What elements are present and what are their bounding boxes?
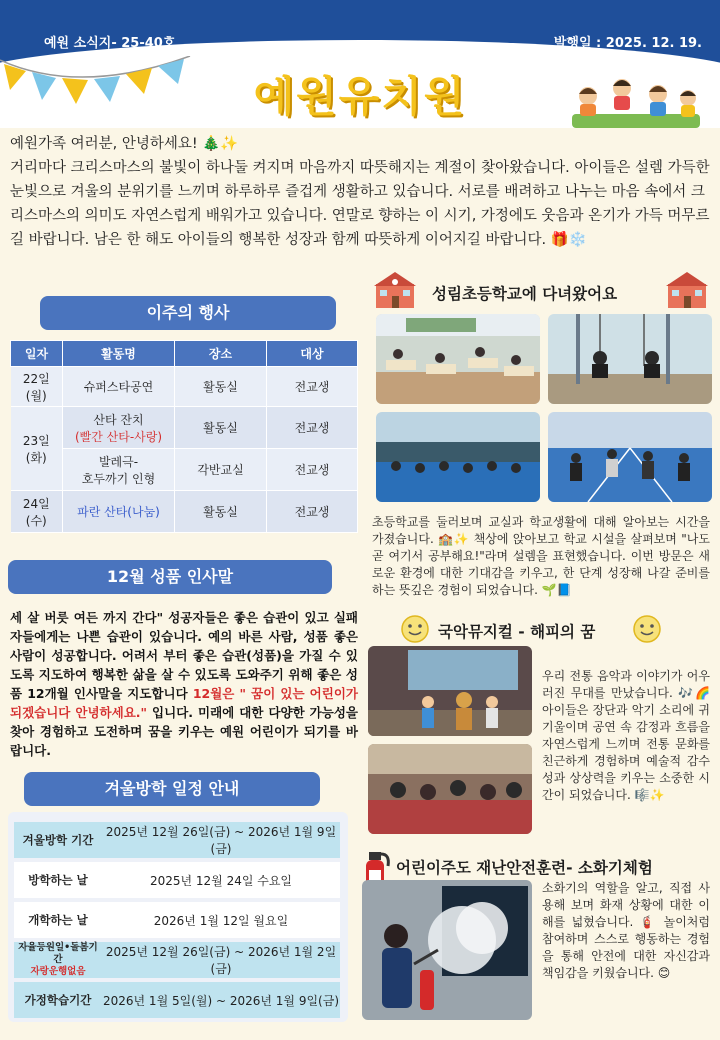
greeting-body: 거리마다 크리스마스의 불빛이 하나둘 켜지며 마음까지 따뜻해지는 계절이 찾아왔습니다. 아이들은 설렘 가득한 눈빛으로 겨울의 분위기를 느끼며 하루하루 즐겁게 생활하고 있습니다. 서로를 배려하고 나누는 마음 속에서 크리스마스의 의미도 자연스럽게 배워가고 있습니다. 연말로 향하는 이 시기, 가정에도 웃음과 온기가 가득 머무르길 바랍니다. 남은 한 해도 아이들의 행복한 성장과 함께 따뜻하게 이어지길 바랍니다. 🎁❄️ [10, 160, 710, 248]
event-place: 활동실 [175, 367, 267, 407]
table-header-row [11, 341, 358, 367]
event-activity [63, 407, 175, 449]
event-activity: 슈퍼스타공연 [63, 367, 175, 407]
event-activity: 파란 산타(나눔) [63, 491, 175, 533]
schedule-label [14, 942, 102, 978]
greeting-salutation: 예원가족 여러분, 안녕하세요! 🎄✨ [10, 136, 239, 152]
issue-number: 예원 소식지- 25-40호 [44, 36, 176, 51]
classroom-photo [376, 314, 540, 404]
event-date: 22일 (월) [11, 367, 63, 407]
event-activity: 발레극- 호두까기 인형 [63, 449, 175, 491]
schedule-label: 겨울방학 기간 [14, 822, 102, 858]
event-date: 23일 (화) [11, 407, 63, 491]
col-place: 장소 [175, 341, 267, 367]
fire-drill-title: 어린이주도 재난안전훈련- 소화기체험 [396, 859, 653, 877]
playground-photo [376, 412, 540, 502]
swing-photo [548, 314, 712, 404]
event-place: 활동실 [175, 407, 267, 449]
weekly-events-title: 이주의 행사 [40, 296, 336, 330]
schedule-label: 가정학습기간 [14, 982, 102, 1018]
fire-drill-text: 소화기의 역할을 알고, 직접 사용해 보며 화재 상황에 대한 이해를 넓혔습니다. 🧯 놀이처럼 참여하며 스스로 행동하는 경험을 통해 안전에 대한 자신감과 책임감을 키웠습니다. 😊 [542, 881, 710, 980]
virtue-text-b: 입니다. 미래에 대한 다양한 가능성을 찾아 경험하고 도전하며 꿈을 키우는 예원 어린이가 되기를 바랍니다. [10, 705, 358, 758]
event-target: 전교생 [267, 367, 358, 407]
event-target: 전교생 [267, 491, 358, 533]
school-visit-title: 성림초등학교에 다녀왔어요 [432, 285, 618, 303]
table-row [14, 902, 340, 938]
children-illustration [566, 74, 706, 128]
fire-extinguisher-photo [362, 880, 532, 1020]
smiley-icon [400, 614, 430, 644]
school-icon [372, 270, 418, 310]
event-target: 전교생 [267, 449, 358, 491]
winter-schedule-table [14, 818, 340, 1022]
newsletter-header [0, 0, 720, 128]
kindergarten-title: 예원유치원 [253, 72, 467, 121]
school-visit-text: 초등학교를 둘러보며 교실과 학교생활에 대해 알아보는 시간을 가졌습니다. 🏫✨ 책상에 앉아보고 학교 시설을 살펴보며 "나도 곧 여기서 공부해요!"라며 설렘을 표현했습니다. 이번 방문은 새로운 환경에 대한 기대감을 키우고, 한 단계 성장해 나갈 준비를 하는 뜻깊은 경험이 되었습니다. 🌱📘 [372, 515, 710, 597]
event-date: 24일 (수) [11, 491, 63, 533]
schedule-label: 개학하는 날 [14, 902, 102, 938]
col-date: 일자 [11, 341, 63, 367]
table-row [11, 407, 358, 449]
musical-audience-photo [368, 744, 532, 834]
musical-text: 우리 전통 음악과 이야기가 어우러진 무대를 만났습니다. 🎶🌈 아이들은 장단과 악기 소리에 귀기울이며 공연 속 감정과 흐름을 자연스럽게 느끼며 전통 문화를 친근하게 경험하며 예술적 감수성과 상상력을 키우는 소중한 시간이 되었습니다. 🎼✨ [542, 669, 710, 802]
event-target: 전교생 [267, 407, 358, 449]
schedule-label: 방학하는 날 [14, 862, 102, 898]
event-place: 각반교실 [175, 449, 267, 491]
virtue-greeting-text [10, 608, 358, 760]
virtue-text-highlight: 12월은 " 꿈이 있는 어린이가 되겠습니다 안녕하세요." [10, 686, 358, 720]
event-place: 활동실 [175, 491, 267, 533]
table-row [11, 367, 358, 407]
table-row [11, 449, 358, 491]
winter-vacation-title: 겨울방학 일정 안내 [24, 772, 320, 806]
field-photo [548, 412, 712, 502]
schedule-value: 2025년 12월 26일(금) ~ 2026년 1월 2일(금) [102, 942, 340, 978]
school-icon [664, 270, 710, 310]
publish-date: 발행일 : 2025. 12. 19. [553, 36, 702, 51]
table-row [14, 982, 340, 1018]
virtue-text-a: 세 살 버릇 여든 까지 간다" 성공자들은 좋은 습관이 있고 실패자들에게는 나쁜 습관이 있습니다. 예의 바른 사람, 성품 좋은 사람이 성공합니다. 어려서 부터 좋은 습관(성품)을 가질 수 있도록 지도하여 행복한 삶을 살 수 있도록 도와주기 위해 좋은 성품 12개월 인사말을 지도합니다 [10, 610, 358, 701]
smiley-icon [632, 614, 662, 644]
greeting-message [10, 132, 710, 252]
col-target: 대상 [267, 341, 358, 367]
schedule-label-sub: 자랑운행없음 [30, 966, 86, 977]
event-activity-sub: (빨간 산타-사랑) [74, 429, 163, 444]
virtue-greeting-title: 12월 성품 인사말 [8, 560, 332, 594]
col-activity: 활동명 [63, 341, 175, 367]
schedule-label-main: 자율등원일•돌봄기간 [18, 942, 98, 965]
schedule-value: 2026년 1월 12일 월요일 [102, 902, 340, 938]
schedule-value: 2025년 12월 26일(금) ~ 2026년 1월 9일(금) [102, 822, 340, 858]
weekly-events-table [10, 340, 358, 533]
table-row [14, 942, 340, 978]
table-row [14, 862, 340, 898]
musical-stage-photo [368, 646, 532, 736]
table-row [11, 491, 358, 533]
musical-title: 국악뮤지컬 - 해피의 꿈 [438, 623, 596, 641]
event-activity-name: 산타 잔치 [93, 412, 144, 427]
table-row [14, 822, 340, 858]
schedule-value: 2026년 1월 5일(월) ~ 2026년 1월 9일(금) [102, 982, 340, 1018]
schedule-value: 2025년 12월 24일 수요일 [102, 862, 340, 898]
